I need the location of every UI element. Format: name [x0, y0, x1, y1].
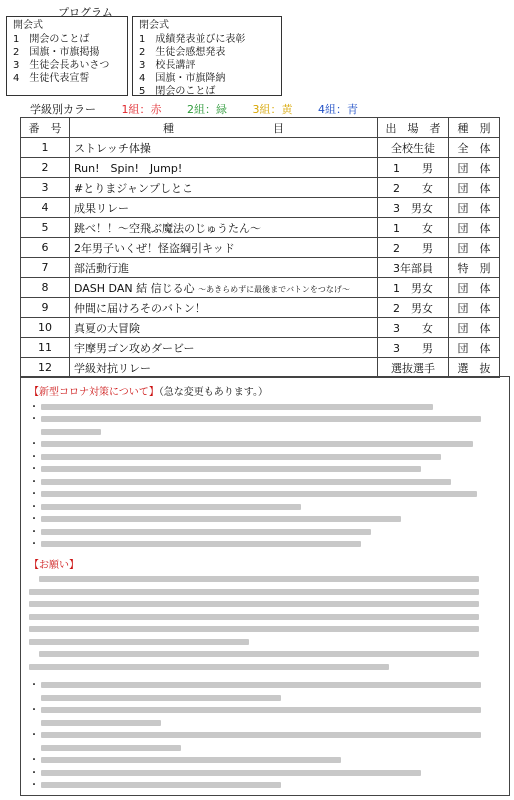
corona-bullet [29, 464, 501, 477]
closing-item: 5 閉会のことば [139, 86, 216, 97]
closing-item: 4 国旗・市旗降納 [139, 73, 226, 84]
unreadable-line [41, 695, 281, 701]
closing-item: 3 校長講評 [139, 60, 196, 71]
header-number: 番 号 [21, 118, 70, 138]
corona-bullet [29, 402, 501, 415]
table-row [21, 258, 500, 278]
event-name: 宇摩男ゴン攻めダービー [70, 338, 378, 358]
request-bullet [29, 705, 501, 730]
event-name: 学級対抗リレー [70, 358, 378, 378]
table-row [21, 138, 500, 158]
request-bullet [29, 730, 501, 755]
table-row [21, 278, 500, 298]
request-paragraph [29, 649, 501, 674]
event-category: 全 体 [449, 138, 500, 158]
unreadable-line [29, 664, 389, 670]
unreadable-line [41, 541, 361, 547]
event-category: 団 体 [449, 218, 500, 238]
opening-item: 4 生徒代表宣誓 [13, 73, 90, 84]
event-name: Run! Spin! Jump! [70, 158, 378, 178]
corona-bullet [29, 452, 501, 465]
event-category: 団 体 [449, 178, 500, 198]
unreadable-line [41, 707, 481, 713]
request-paragraph [29, 574, 501, 649]
unreadable-line [41, 757, 341, 763]
event-name: 2年男子いくぜ！怪盗綱引キッド [70, 238, 378, 258]
unreadable-line [39, 576, 479, 582]
event-category: 団 体 [449, 158, 500, 178]
event-participants: 1 男女 [378, 278, 449, 298]
opening-item: 3 生徒会長あいさつ [13, 60, 110, 71]
event-participants: 2 男 [378, 238, 449, 258]
notice-box [20, 376, 510, 796]
event-number: 5 [21, 218, 70, 238]
event-name: 仲間に届けろそのバトン！ [70, 298, 378, 318]
event-participants: 3 男 [378, 338, 449, 358]
unreadable-line [29, 601, 479, 607]
event-number: 6 [21, 238, 70, 258]
table-row [21, 318, 500, 338]
corona-bullet [29, 489, 501, 502]
class-color-1: 1組：赤 [121, 103, 162, 116]
event-category: 団 体 [449, 278, 500, 298]
event-name: 部活動行進 [70, 258, 378, 278]
closing-item: 1 成績発表並びに表彰 [139, 34, 246, 45]
event-number: 11 [21, 338, 70, 358]
corona-bullet [29, 539, 501, 552]
event-name: DASH DAN 結 信じる心 [74, 281, 195, 295]
closing-item: 2 生徒会感想発表 [139, 47, 226, 58]
event-number: 2 [21, 158, 70, 178]
corona-bracket-open: 【 [29, 387, 39, 398]
unreadable-line [41, 504, 301, 510]
request-bracket-open: 【 [29, 559, 39, 571]
event-category: 団 体 [449, 338, 500, 358]
request-bracket-close: 】 [69, 559, 79, 571]
unreadable-line [41, 466, 421, 472]
class-color-3: 3組：黄 [252, 103, 293, 116]
table-row [21, 178, 500, 198]
closing-heading: 閉会式 [139, 20, 169, 31]
closing-ceremony-box [132, 16, 282, 96]
unreadable-line [41, 745, 181, 751]
event-number: 10 [21, 318, 70, 338]
class-color-4: 4組：青 [318, 103, 358, 116]
unreadable-line [29, 589, 479, 595]
corona-bullet [29, 477, 501, 490]
event-category: 特 別 [449, 258, 500, 278]
event-subtitle: ～あきらめずに最後までバトンをつなげ～ [198, 284, 350, 294]
table-row [21, 238, 500, 258]
table-row [21, 218, 500, 238]
event-participants: 1 女 [378, 218, 449, 238]
unreadable-line [41, 529, 371, 535]
unreadable-line [41, 782, 281, 788]
unreadable-line [41, 479, 451, 485]
header-category: 種 別 [449, 118, 500, 138]
corona-bullet [29, 502, 501, 515]
request-bullet [29, 780, 501, 793]
event-name: 真夏の大冒険 [70, 318, 378, 338]
unreadable-line [41, 429, 101, 435]
corona-title: 新型コロナ対策について [39, 387, 149, 398]
table-row [21, 338, 500, 358]
event-number: 4 [21, 198, 70, 218]
program-title: プログラム [58, 6, 113, 19]
event-name-cell [70, 278, 378, 298]
unreadable-line [41, 441, 473, 447]
table-row [21, 198, 500, 218]
request-title: お願い [39, 559, 69, 571]
corona-bullet [29, 414, 501, 439]
corona-bullet [29, 527, 501, 540]
unreadable-line [41, 416, 481, 422]
event-name: ストレッチ体操 [70, 138, 378, 158]
unreadable-line [41, 720, 161, 726]
request-bullet [29, 680, 501, 705]
request-bullet [29, 755, 501, 768]
table-row [21, 158, 500, 178]
unreadable-line [41, 491, 477, 497]
unreadable-line [41, 770, 421, 776]
event-participants: 2 女 [378, 178, 449, 198]
unreadable-line [39, 651, 479, 657]
unreadable-line [41, 732, 481, 738]
opening-ceremony-box [6, 16, 128, 96]
corona-bullet [29, 439, 501, 452]
event-name: 成果リレー [70, 198, 378, 218]
unreadable-line [41, 454, 441, 460]
event-participants: 3年部員 [378, 258, 449, 278]
event-name: #とりまジャンプしとこ [70, 178, 378, 198]
event-number: 1 [21, 138, 70, 158]
unreadable-line [41, 404, 433, 410]
header-event: 種 目 [70, 118, 378, 138]
opening-item: 2 国旗・市旗掲揚 [13, 47, 100, 58]
event-category: 団 体 [449, 238, 500, 258]
event-category: 選 抜 [449, 358, 500, 378]
event-participants: 1 男 [378, 158, 449, 178]
event-participants: 2 男女 [378, 298, 449, 318]
event-participants: 3 男女 [378, 198, 449, 218]
unreadable-line [29, 614, 479, 620]
unreadable-line [29, 626, 479, 632]
corona-bullet [29, 514, 501, 527]
program-table-body [21, 138, 500, 378]
class-color-label: 学級別カラー [30, 103, 96, 116]
class-color-legend [30, 101, 380, 117]
event-number: 8 [21, 278, 70, 298]
event-number: 9 [21, 298, 70, 318]
table-row [21, 298, 500, 318]
corona-bracket-close: 】 [148, 387, 159, 398]
unreadable-line [41, 516, 401, 522]
event-category: 団 体 [449, 298, 500, 318]
class-color-2: 2組：緑 [187, 103, 227, 116]
corona-section-heading [29, 387, 501, 400]
unreadable-line [29, 639, 249, 645]
event-category: 団 体 [449, 318, 500, 338]
unreadable-line [41, 682, 481, 688]
event-number: 7 [21, 258, 70, 278]
request-section-heading [29, 560, 501, 573]
request-bullet [29, 768, 501, 781]
event-participants: 3 女 [378, 318, 449, 338]
event-number: 3 [21, 178, 70, 198]
corona-note: （急な変更もあります。） [158, 387, 269, 398]
header-participants: 出 場 者 [378, 118, 449, 138]
event-participants: 全校生徒 [378, 138, 449, 158]
event-name: 跳べ！！～空飛ぶ魔法のじゅうたん～ [70, 218, 378, 238]
event-number: 12 [21, 358, 70, 378]
program-table [20, 117, 500, 378]
opening-item: 1 開会のことば [13, 34, 90, 45]
opening-heading: 開会式 [13, 20, 43, 31]
table-header-row [21, 118, 500, 138]
table-row [21, 358, 500, 378]
event-category: 団 体 [449, 198, 500, 218]
event-participants: 選抜選手 [378, 358, 449, 378]
